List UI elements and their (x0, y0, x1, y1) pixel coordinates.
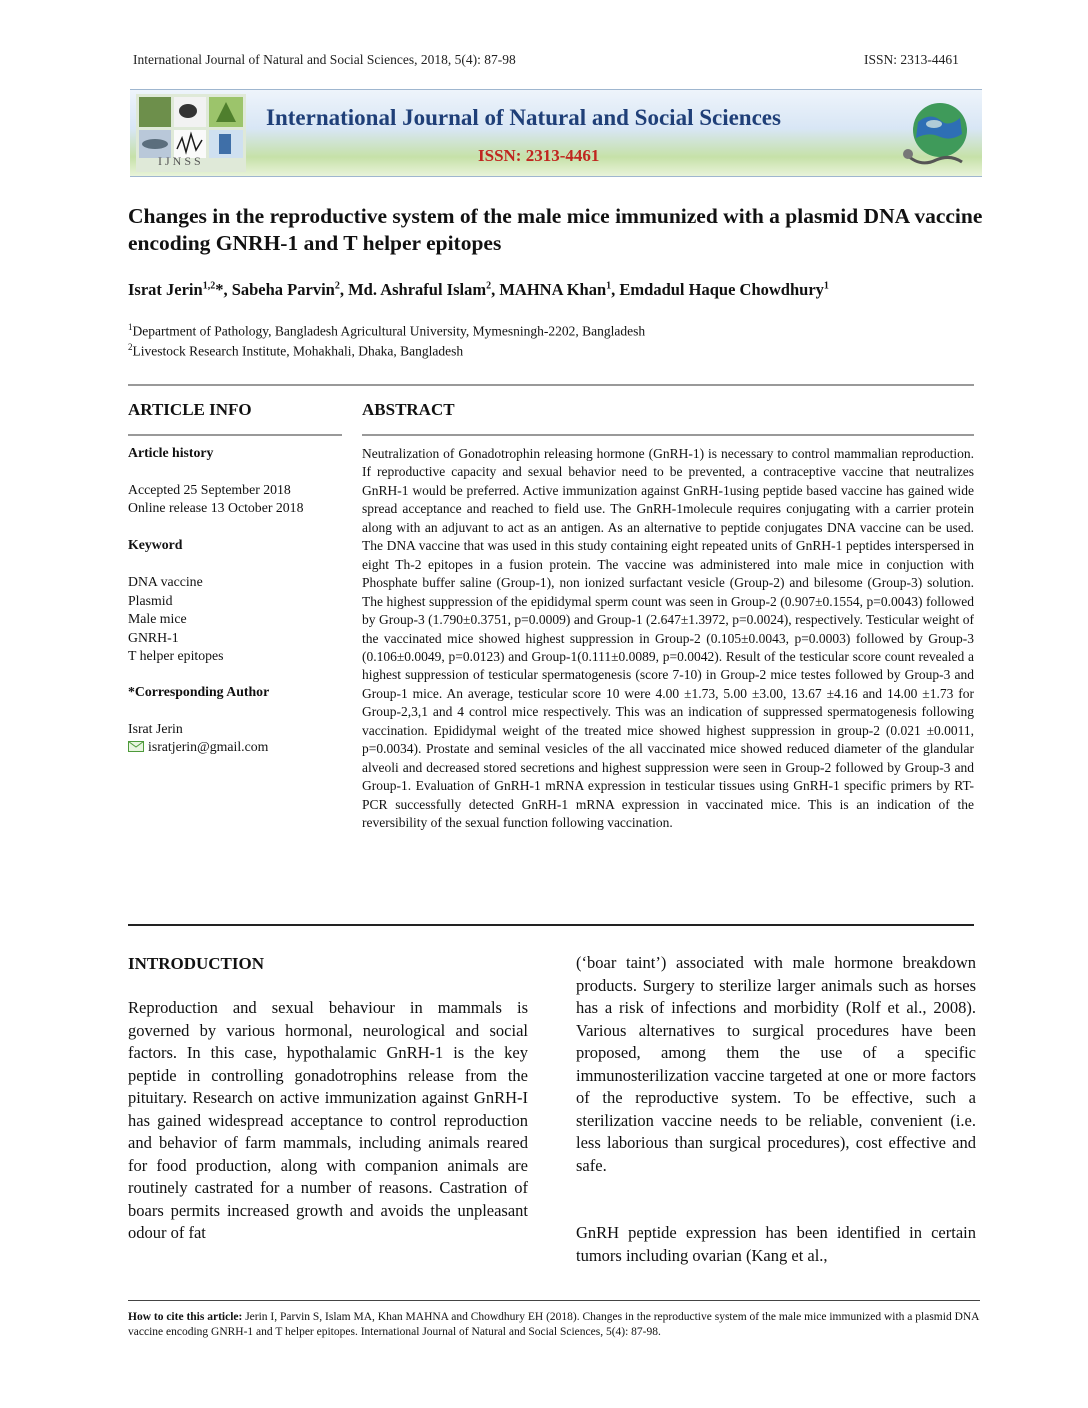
divider (128, 1300, 980, 1301)
affiliation-text: Livestock Research Institute, Mohakhali, Dhaka, Bangladesh (132, 343, 464, 359)
corresponding-mark: * (215, 280, 224, 299)
author-affiliation-mark: 1,2 (202, 280, 216, 292)
author-name: Sabeha Parvin (231, 280, 335, 299)
article-title: Changes in the reproductive system of the male mice immunized with a plasmid DNA vaccine encoding GNRH-1 and T helper epitopes (128, 204, 983, 255)
introduction-paragraph: GnRH peptide expression has been identified in certain tumors including ovarian (Kang et al., (576, 1223, 976, 1265)
article-info-heading: ARTICLE INFO (128, 400, 252, 419)
author-affiliation-mark: 1 (823, 280, 829, 292)
author-affiliation-mark: 2 (334, 280, 340, 292)
corresponding-email[interactable]: isratjerin@gmail.com (148, 739, 269, 754)
article-history-heading: Article history (128, 445, 214, 460)
corresponding-author-heading: *Corresponding Author (128, 684, 270, 699)
affiliation-text: Department of Pathology, Bangladesh Agricultural University, Mymesningh-2202, Bangladesh (132, 323, 646, 339)
affiliation (128, 342, 988, 360)
journal-banner (130, 89, 982, 177)
affiliation (128, 322, 988, 340)
author-affiliation-mark: 2 (486, 280, 492, 292)
citation-text: Jerin I, Parvin S, Islam MA, Khan MAHNA and Chowdhury EH (2018). Changes in the reproductive system of the male mice immunized with a plasmid DNA vaccine encoding GNRH-1 and T helper epitopes. International Journal of Natural and Social Sciences, 5(4): 87-98. (128, 1311, 979, 1338)
keyword-list (128, 573, 224, 666)
author-name: MAHNA Khan (499, 280, 607, 299)
keyword: T helper epitopes (128, 648, 224, 663)
citation-label: How to cite this article: (128, 1311, 243, 1323)
author-affiliation-mark: 1 (606, 280, 612, 292)
running-header-journal: International Journal of Natural and Social Sciences, 2018, 5(4): 87-98 (133, 52, 516, 67)
abstract-text: Neutralization of Gonadotrophin releasing hormone (GnRH-1) is necessary to control mammalian reproduction. If reproductive capacity and sexual behavior need to be prevented, a contraceptive vaccine that neutralizes GnRH-1 would be preferred. Active immunization against GnRH-1using peptide based vaccine has gained wide spread acceptance and reached to field use. The GnRH-1molecule requires conjugating with a carrier protein along with an adjuvant to act as an antigen. As an alternative to peptide conjugates DNA vaccine can be used. The DNA vaccine that was used in this study containing eight repeated units of GnRH-1 peptides interspersed in eight Th-2 epitopes in a fusion protein. The vaccine was administered into male mice in conjuction with Phosphate buffer saline (Group-1), non ionized surfactant vesicle (Group-2) and bilesome (Group-3) solution. The highest suppression of the epididymal sperm count was seen in Group-2 (0.907±0.1554, p=0.0043) followed by Group-3 (1.790±0.3751, p=0.0009) and Group-1 (2.647±1.3972, p=0.0024), respectively. Testicular weight of the vaccinated mice showed highest suppression in Group-2 (0.105±0.0043, p=0.0003) followed by Group-3 (0.106±0.0049, p=0.0123) and Group-1(0.111±0.0089, p=0.0042). Result of the testicular score count revealed a highest suppression of testicular spermatogenesis (score 7-10) in Group-2 mice testes followed by Group-3 and Group-1 mice. An average, testicular score 10 were 4.00 ±1.73, 5.00 ±3.00, 13.67 ±4.16 and 14.00 ±1.73 for Group-2,3,1 and 4 control mice respectively. This was an indication of suppressed spermatogenesis following vaccination. Epididymal weight of the treated mice showed highest suppression in group-2 (0.021 ±0.0011, p=0.0034). Prostate and seminal vesicles of the all vaccinated mice showed reduced diameter of the glandular alveoli and decreased stored secretions and highest suppression were seen in Group-2 followed by Group-3 and Group-1. Evaluation of GnRH-1 mRNA expression in testicular tissues using GnRH-1 specific primers by RT-PCR successfully detected GnRH-1 mRNA expression in vaccinated mice. This is an indication of the reversibility of the sexual function following vaccination. (362, 446, 974, 831)
divider (128, 924, 974, 926)
divider (128, 434, 342, 436)
envelope-icon (128, 739, 144, 750)
keyword: Plasmid (128, 592, 173, 608)
introduction-heading: INTRODUCTION (128, 954, 265, 973)
keyword-heading: Keyword (128, 537, 183, 552)
divider (362, 434, 974, 436)
author-name: Md. Ashraful Islam (348, 280, 487, 299)
banner-issn: ISSN: 2313-4461 (478, 146, 600, 165)
affiliation-number: 2 (128, 342, 133, 352)
author-name: Emdadul Haque Chowdhury (619, 280, 824, 299)
keyword: DNA vaccine (128, 574, 203, 589)
keyword: GNRH-1 (128, 629, 179, 645)
divider (128, 384, 974, 386)
author-name: Israt Jerin (128, 280, 203, 299)
author-list: Israt Jerin$^{1,2}$*, Sabeha Parvin$^2$, Md. Ashraful Islam$^2$, MAHNA Khan$^1$, Emdadul Haque Chowdhury$^1$ (128, 280, 829, 299)
citation-block (128, 1310, 980, 1339)
online-release-date: Online release 13 October 2018 (128, 500, 304, 515)
running-header-issn: ISSN: 2313-4461 (864, 52, 959, 67)
introduction-paragraph: Reproduction and sexual behaviour in mammals is governed by various hormonal, neurological and social factors. In this case, hypothalamic GnRH-1 is the key peptide in controlling gonadotrophins release from the pituitary. Research on active immunization against GnRH-I has gained widespread acceptance to control reproduction and behavior of farm mammals, including animals reared for food production, along with companion animals are routinely castrated for a number of reasons. Castration of boars permits increased growth and avoids the unpleasant odour of fat (128, 998, 528, 1242)
abstract-heading: ABSTRACT (362, 400, 455, 419)
accepted-date: Accepted 25 September 2018 (128, 482, 291, 497)
corresponding-email-row (128, 738, 268, 757)
banner-title: International Journal of Natural and Social Sciences (266, 105, 781, 130)
globe-stethoscope-icon (896, 94, 976, 172)
introduction-paragraph: (‘boar taint’) associated with male hormone breakdown products. Surgery to sterilize larger animals such as horses has a risk of infections and morbidity (Rolf et al., 2008). Various alternatives to surgical procedures have been proposed, among them the use of a specific immunosterilization vaccine targeted at one or more factors of the reproductive system. To be effective, such a sterilization vaccine needs to be reliable, convenient (i.e. less laborious than surgical procedures), cost effective and safe. (576, 953, 976, 1175)
affiliation-number: 1 (128, 322, 133, 332)
corresponding-author-name: Israt Jerin (128, 721, 183, 736)
journal-logo-text: IJNSS (158, 154, 204, 168)
keyword: Male mice (128, 611, 187, 626)
